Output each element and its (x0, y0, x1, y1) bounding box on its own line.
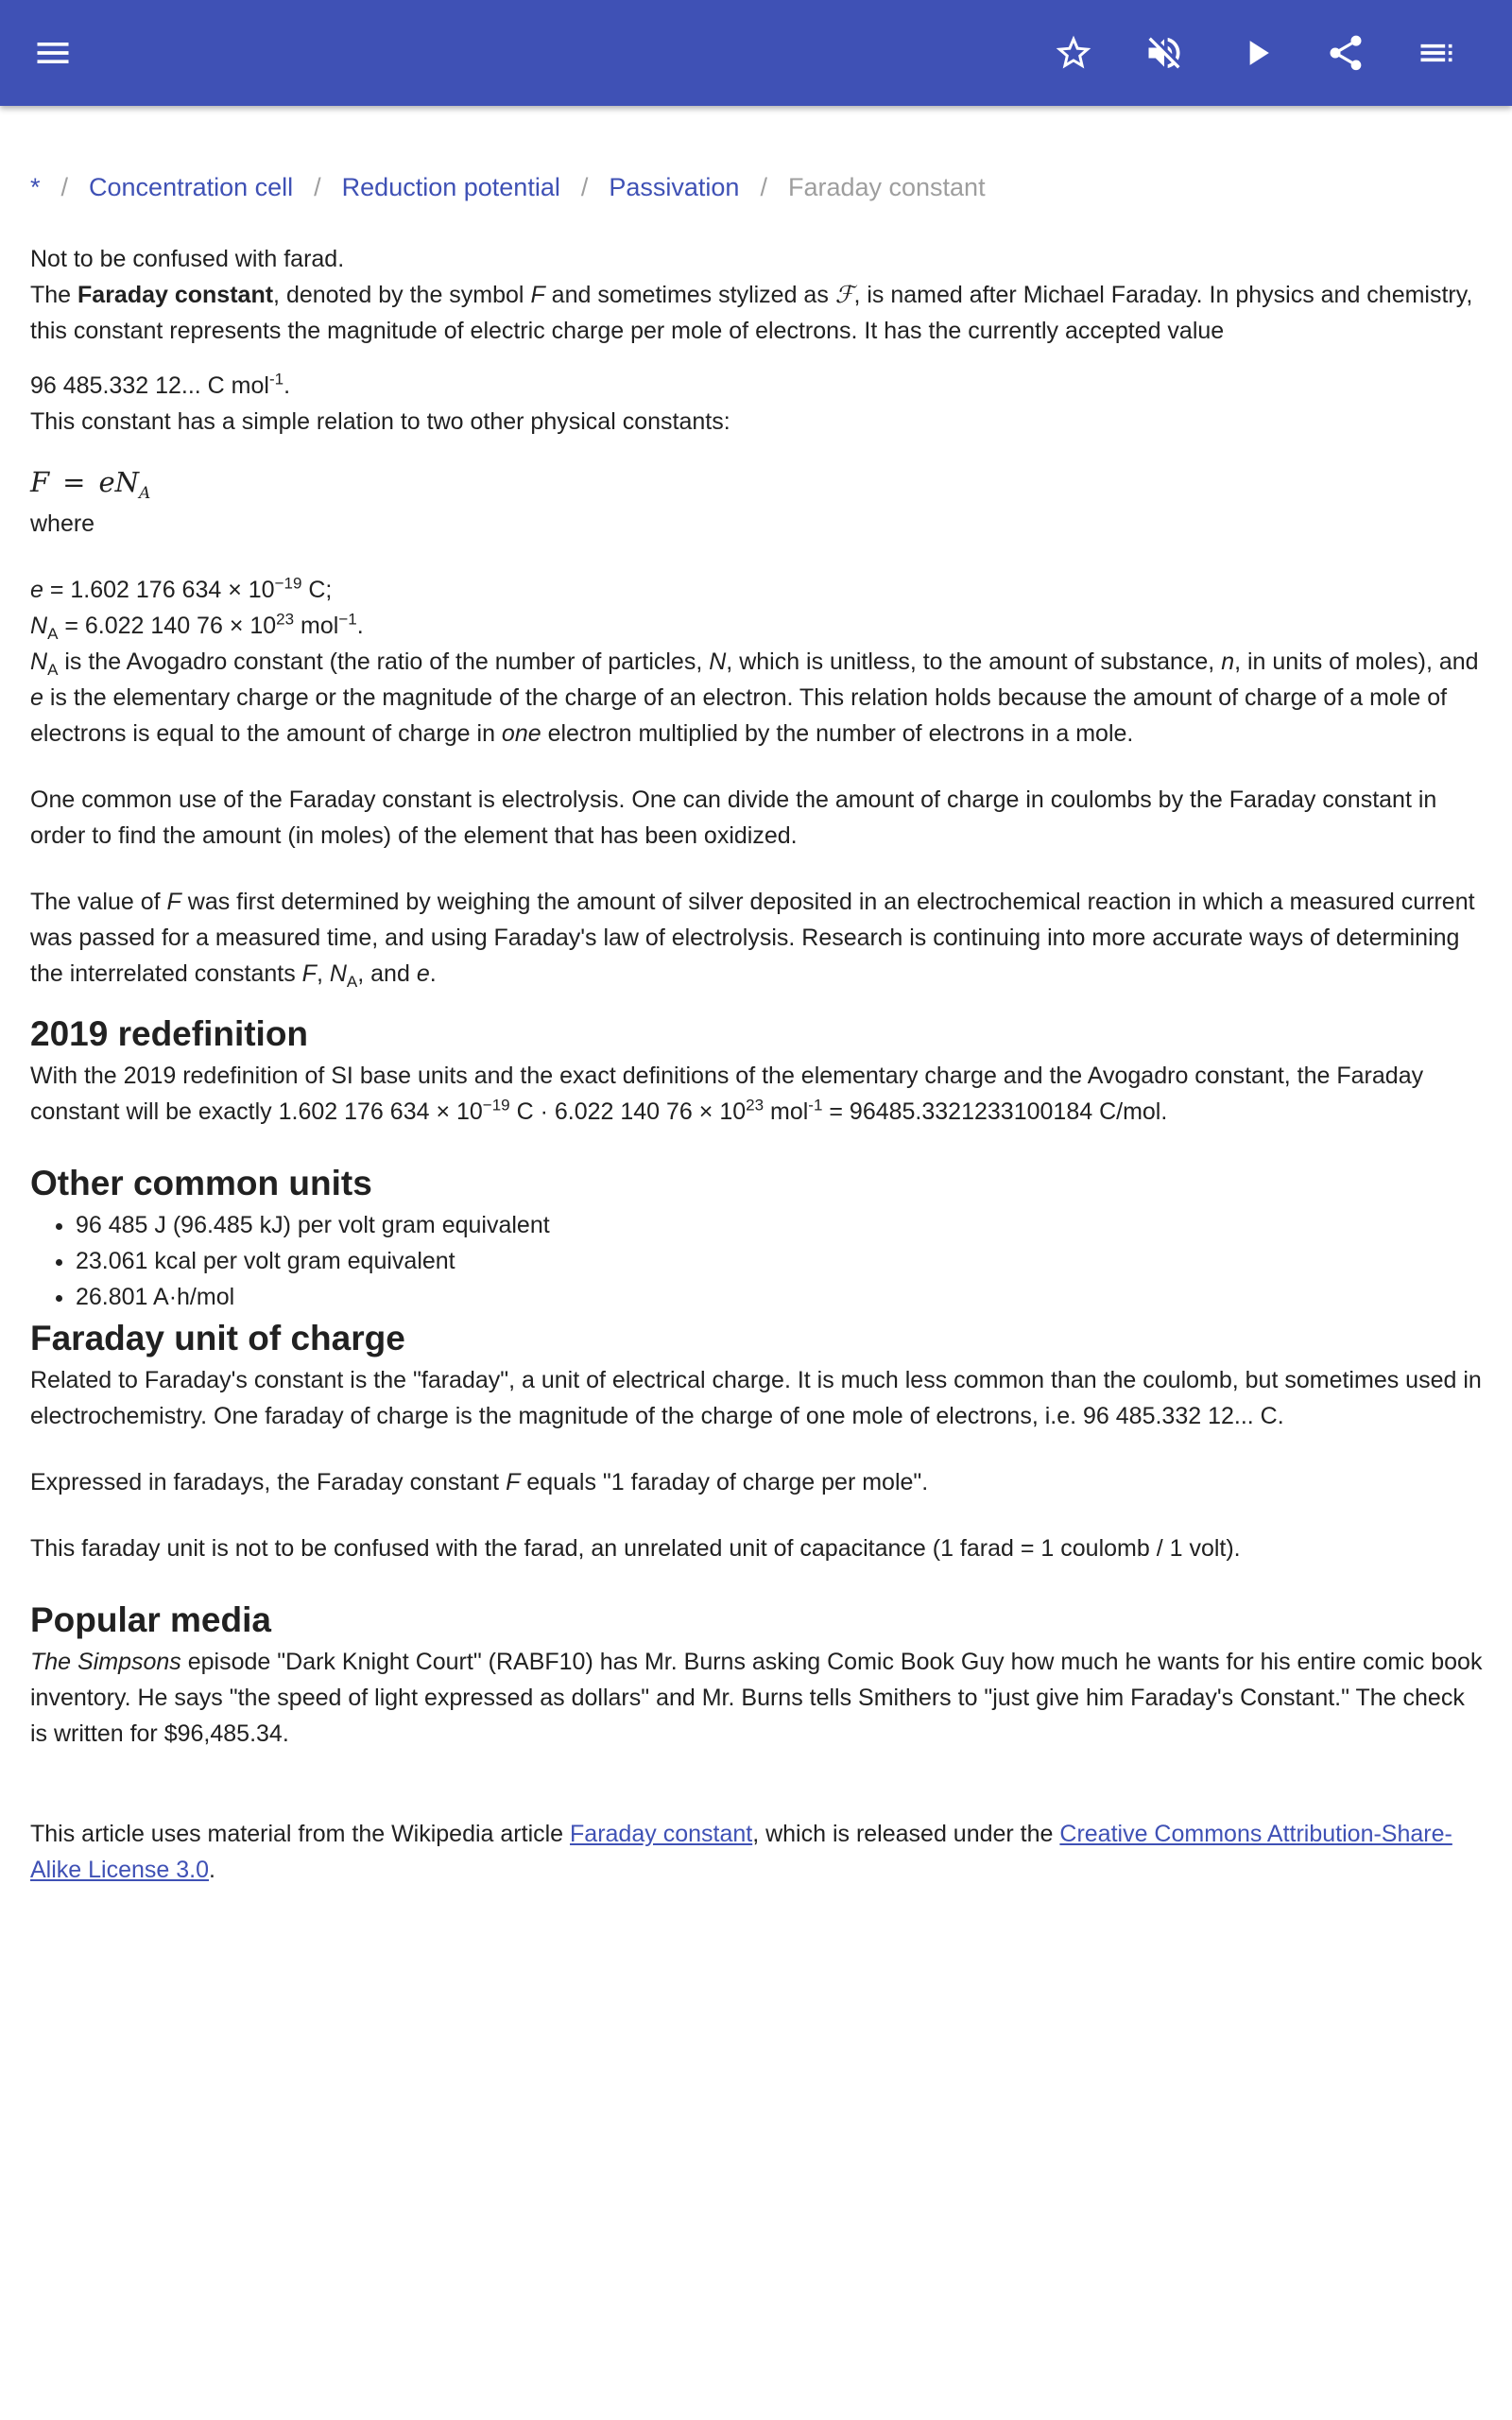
farad-distinction-paragraph: This faraday unit is not to be confused with the farad, an unrelated unit of capacitance (1 farad = 1 coulomb / 1 volt). (30, 1535, 1241, 1562)
breadcrumb-home[interactable]: * (30, 173, 41, 201)
attribution-footer: This article uses material from the Wikipedia article Faraday constant, which is released under the Creative Commons Attribution-Share-Alike License 3.0. (30, 1821, 1452, 1883)
menu-button[interactable] (26, 26, 79, 79)
mute-button[interactable] (1138, 26, 1191, 79)
explanation-paragraph: $N_A$ is the Avogadro constant (the ratio of the number of particles, N, which is unitless, to the amount of substance, n, in units of moles), and e is the elementary charge or the magnitude of the charge of an electron. This relation holds because the amount of charge of a mole of electrons is equal to the amount of charge in one electron multiplied by the number of electrons in a mole. (30, 648, 1479, 747)
breadcrumb-separator: / (314, 173, 321, 201)
breadcrumb-current: Faraday constant (787, 173, 986, 201)
breadcrumb-separator: / (760, 173, 767, 201)
avogadro-definition: $N_A = 6.022$ 140 $76 \times 10^{23}$ mol$^{-1}$. (30, 610, 364, 643)
share-button[interactable] (1319, 26, 1372, 79)
heading-2019-redefinition: 2019 redefinition (30, 1014, 309, 1053)
formula: $F = eN_A$ (30, 466, 151, 503)
table-of-contents-button[interactable] (1410, 26, 1463, 79)
license-link[interactable]: Creative Commons Attribution-Share-Alike License 3.0 (30, 1821, 1452, 1883)
hatnote: Not to be confused with farad. (30, 246, 345, 272)
electrolysis-paragraph: One common use of the Faraday constant is electrolysis. One can divide the amount of charge in coulombs by the Faraday constant in order to find the amount (in moles) of the element that has been oxidized. (30, 786, 1437, 849)
bookmark-button[interactable] (1047, 26, 1100, 79)
list-item: • 26.801 A·h/mol (76, 1279, 1486, 1315)
breadcrumb-separator: / (580, 173, 589, 201)
faraday-value: 96 485.332 12... C mol$^{-1}$. (30, 370, 291, 399)
redefinition-paragraph: With the 2019 redefinition of SI base units and the exact definitions of the elementary charge and the Avogadro constant, the Faraday constant will be exactly 1.602 176 $634 \times 10^{-19}$ C · 6.022 140 $76 \times 10^{23}$ mol$^{-1}$ = 96485.3321233100184 C/mol. (30, 1063, 1424, 1125)
share-icon (1325, 32, 1366, 74)
play-button[interactable] (1230, 26, 1283, 79)
article-body (30, 241, 1486, 1888)
heading-popular-media: Popular media (30, 1600, 271, 1639)
units-list (30, 1207, 1486, 1315)
breadcrumb-passivation[interactable]: Passivation (609, 173, 740, 201)
list-item: • 96 485 J (96.485 kJ) per volt gram equivalent (76, 1207, 1486, 1243)
playlist-icon (1416, 32, 1457, 74)
list-item: • 23.061 kcal per volt gram equivalent (76, 1243, 1486, 1279)
media-paragraph: The Simpsons episode "Dark Knight Court" (RABF10) has Mr. Burns asking Comic Book Guy how much he wants for his entire comic book inventory. He says "the speed of light expressed as dollars" and Mr. Burns tells Smithers to "just give him Faraday's Constant." The check is written for $96,485.34. (30, 1649, 1483, 1747)
elementary-charge-definition: e = 1.602 176 $634 \times 10^{-19}$ C; (30, 574, 333, 603)
wikipedia-article-link[interactable]: Faraday constant (570, 1821, 753, 1847)
heading-faraday-unit: Faraday unit of charge (30, 1319, 405, 1357)
breadcrumb-separator: / (60, 173, 69, 201)
app-bar (0, 0, 1512, 106)
heading-other-common-units: Other common units (30, 1164, 372, 1202)
faraday-expressed-paragraph: Expressed in faradays, the Faraday constant F equals "1 faraday of charge per mole". (30, 1469, 929, 1495)
where-text: where (30, 510, 95, 537)
intro-paragraph: The Faraday constant, denoted by the symbol F and sometimes stylized as ℱ, is named after Michael Faraday. In physics and chemistry, this constant represents the magnitude of electric charge per mole of electrons. It has the currently accepted value (30, 282, 1473, 344)
star-outline-icon (1053, 32, 1094, 74)
breadcrumb (30, 170, 986, 204)
breadcrumb-concentration-cell[interactable]: Concentration cell (89, 173, 294, 201)
play-icon (1236, 32, 1278, 74)
menu-icon (32, 32, 74, 74)
history-paragraph: The value of F was first determined by weighing the amount of silver deposited in an electrochemical reaction in which a measured current was passed for a measured time, and using Faraday's law of electrolysis. Research is continuing into more accurate ways of determining the interrelated constants F, $N_A$, and e. (30, 889, 1475, 991)
relation-text: This constant has a simple relation to two other physical constants: (30, 408, 730, 435)
volume-off-icon (1143, 32, 1185, 74)
faraday-unit-paragraph: Related to Faraday's constant is the "faraday", a unit of electrical charge. It is much less common than the coulomb, but sometimes used in electrochemistry. One faraday of charge is the magnitude of the charge of one mole of electrons, i.e. 96 485.332 12... C. (30, 1367, 1482, 1429)
breadcrumb-reduction-potential[interactable]: Reduction potential (341, 173, 560, 201)
